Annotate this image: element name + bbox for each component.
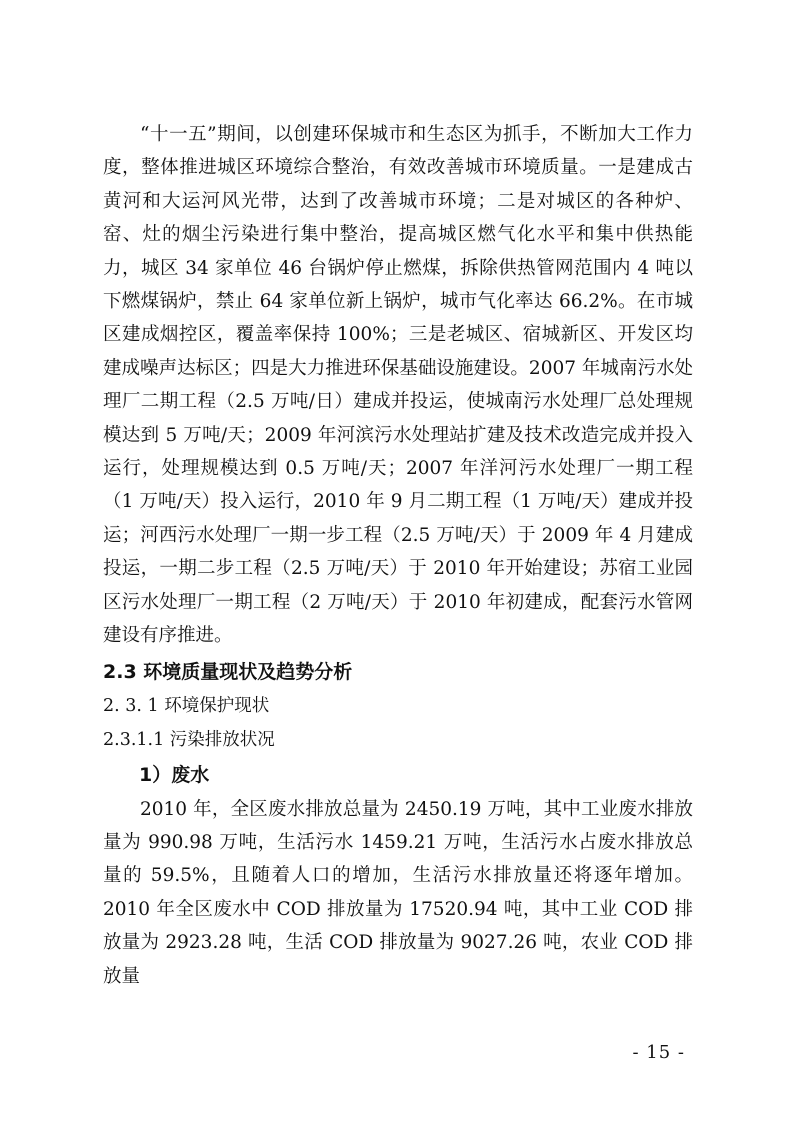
page-number: - 15 - — [632, 1042, 685, 1063]
section-heading: 2.3 环境质量现状及趋势分析 — [103, 660, 353, 683]
body-paragraph: “十一五”期间，以创建环保城市和生态区为抓手，不断加大工作力度，整体推进城区环境综合整治，有效改善城市环境质量。一是建成古黄河和大运河风光带，达到了改善城市环境；二是对城区的各种炉、窑、灶的烟尘污染进行集中整治，提高城区燃气化水平和集中供热能力，城区 34 家单位 46 台锅炉停止燃煤，拆除供热管网范围内 4 吨以下燃煤锅炉，禁止 64 家单位新上锅炉，城市气化率达 66.2%。在市城区建成烟控区，覆盖率保持 100%；三是老城区、宿城新区、开发区均建成噪声达标区；四是大力推进环保基础设施建设。2007 年城南污水处理厂二期工程（2.5 万吨/日）建成并投运，使城南污水处理厂总处理规模达到 5 万吨/天；2009 年河滨污水处理站扩建及技术改造完成并投入运行，处理规模达到 0.5 万吨/天；2007 年洋河污水处理厂一期工程（1 万吨/天）投入运行，2010 年 9 月二期工程（1 万吨/天）建成并投运；河西污水处理厂一期一步工程（2.5 万吨/天）于 2009 年 4 月建成投运，一期二步工程（2.5 万吨/天）于 2010 年开始建设；苏宿工业园区污水处理厂一期工程（2 万吨/天）于 2010 年初建成，配套污水管网建设有序推进。 — [103, 124, 693, 647]
item-heading-wastewater: 1）废水 — [139, 763, 210, 786]
body-paragraph-wastewater: 2010 年，全区废水排放总量为 2450.19 万吨，其中工业废水排放量为 990.98 万吨，生活污水 1459.21 万吨，生活污水占废水排放总量的 59.5%，且随着人口的增加，生活污水排放量还将逐年增加。2010 年全区废水中 COD 排放量为 17520.94 吨，其中工业 COD 排放量为 2923.28 吨，生活 COD 排放量为 9027.26 吨，农业 COD 排放量 — [103, 798, 693, 987]
page-content — [103, 118, 693, 993]
subsection-heading: 2. 3. 1 环境保护现状 — [103, 695, 270, 716]
subsubsection-heading: 2.3.1.1 污染排放状况 — [103, 729, 275, 750]
